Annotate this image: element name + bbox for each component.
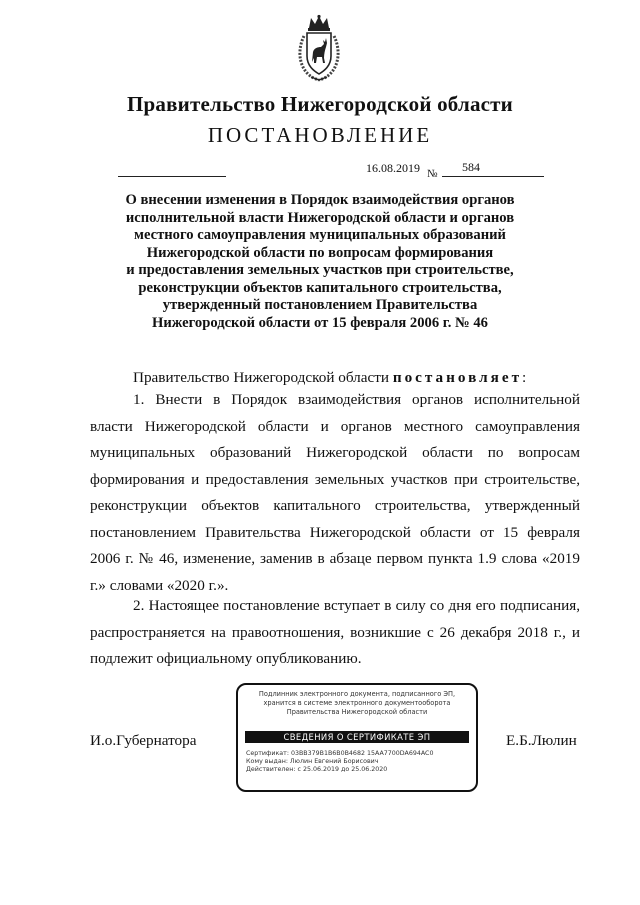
certificate-validity: Действителен: с 25.06.2019 до 25.06.2020 <box>246 766 388 773</box>
signatory-position: И.о.Губернатора <box>90 732 197 749</box>
document-date: 16.08.2019 <box>366 161 420 175</box>
subject-line: Нижегородской области от 15 февраля 2006 г. № 46 <box>152 314 488 331</box>
stamp-notice-line: хранится в системе электронного документооборота <box>263 699 451 707</box>
stamp-notice-line: Подлинник электронного документа, подписанного ЭП, <box>258 690 456 698</box>
stamp-notice-line: Правительства Нижегородской области <box>286 708 428 716</box>
signatory-name: Е.Б.Люлин <box>506 732 577 749</box>
stamp-title: СВЕДЕНИЯ О СЕРТИФИКАТЕ ЭП <box>245 731 469 743</box>
coat-of-arms-icon <box>296 14 342 82</box>
paragraph-1: 1. Внести в Порядок взаимодействия органов исполнительной власти Нижегородской области и органов местного самоуправления муниципальных образований Нижегородской области по вопросам формирования и предоставления земельных участков при строительстве, реконструкции объектов капитального строительства, утвержденный постановлением Правительства Нижегородской области от 15 февраля 2006 г. № 46, изменение, заменив в абзаце первом пункта 1.9 слова «2019 г.» словами «2020 г.». <box>90 391 580 594</box>
document-number: 584 <box>462 160 480 174</box>
subject-line: Нижегородской области по вопросам формирования <box>146 244 494 261</box>
certificate-owner: Кому выдан: Люлин Евгений Борисович <box>246 758 379 765</box>
preamble <box>133 369 526 387</box>
document-type: ПОСТАНОВЛЕНИЕ <box>207 123 433 147</box>
government-title: Правительство Нижегородской области <box>127 92 513 116</box>
number-underline <box>442 176 544 177</box>
document-subject <box>100 192 540 332</box>
number-sign: № <box>427 168 438 180</box>
stamp-notice <box>238 690 476 717</box>
subject-line: О внесении изменения в Порядок взаимодействия органов <box>125 192 515 208</box>
preamble-suffix: : <box>522 369 527 386</box>
preamble-prefix: Правительство Нижегородской области <box>133 369 393 386</box>
subject-line: и предоставления земельных участков при строительстве, <box>126 262 514 278</box>
subject-line: местного самоуправления муниципальных образований <box>134 227 506 243</box>
certificate-info <box>246 750 433 774</box>
subject-line: утвержденный постановлением Правительства <box>162 297 478 313</box>
certificate-number: Сертификат: 03BB379B1B6B0B4682 15AA7700DA694AC0 <box>246 750 434 757</box>
paragraph-2: 2. Настоящее постановление вступает в силу со дня его подписания, распространяется на правоотношения, возникшие с 26 декабря 2018 г., и подлежит официальному опубликованию. <box>90 597 580 667</box>
subject-line: реконструкции объектов капитального строительства, <box>138 279 502 296</box>
electronic-signature-stamp <box>236 683 478 792</box>
registration-blank-line <box>118 176 226 177</box>
subject-line: исполнительной власти Нижегородской области и органов <box>125 209 515 226</box>
preamble-keyword: постановляет <box>392 369 523 386</box>
